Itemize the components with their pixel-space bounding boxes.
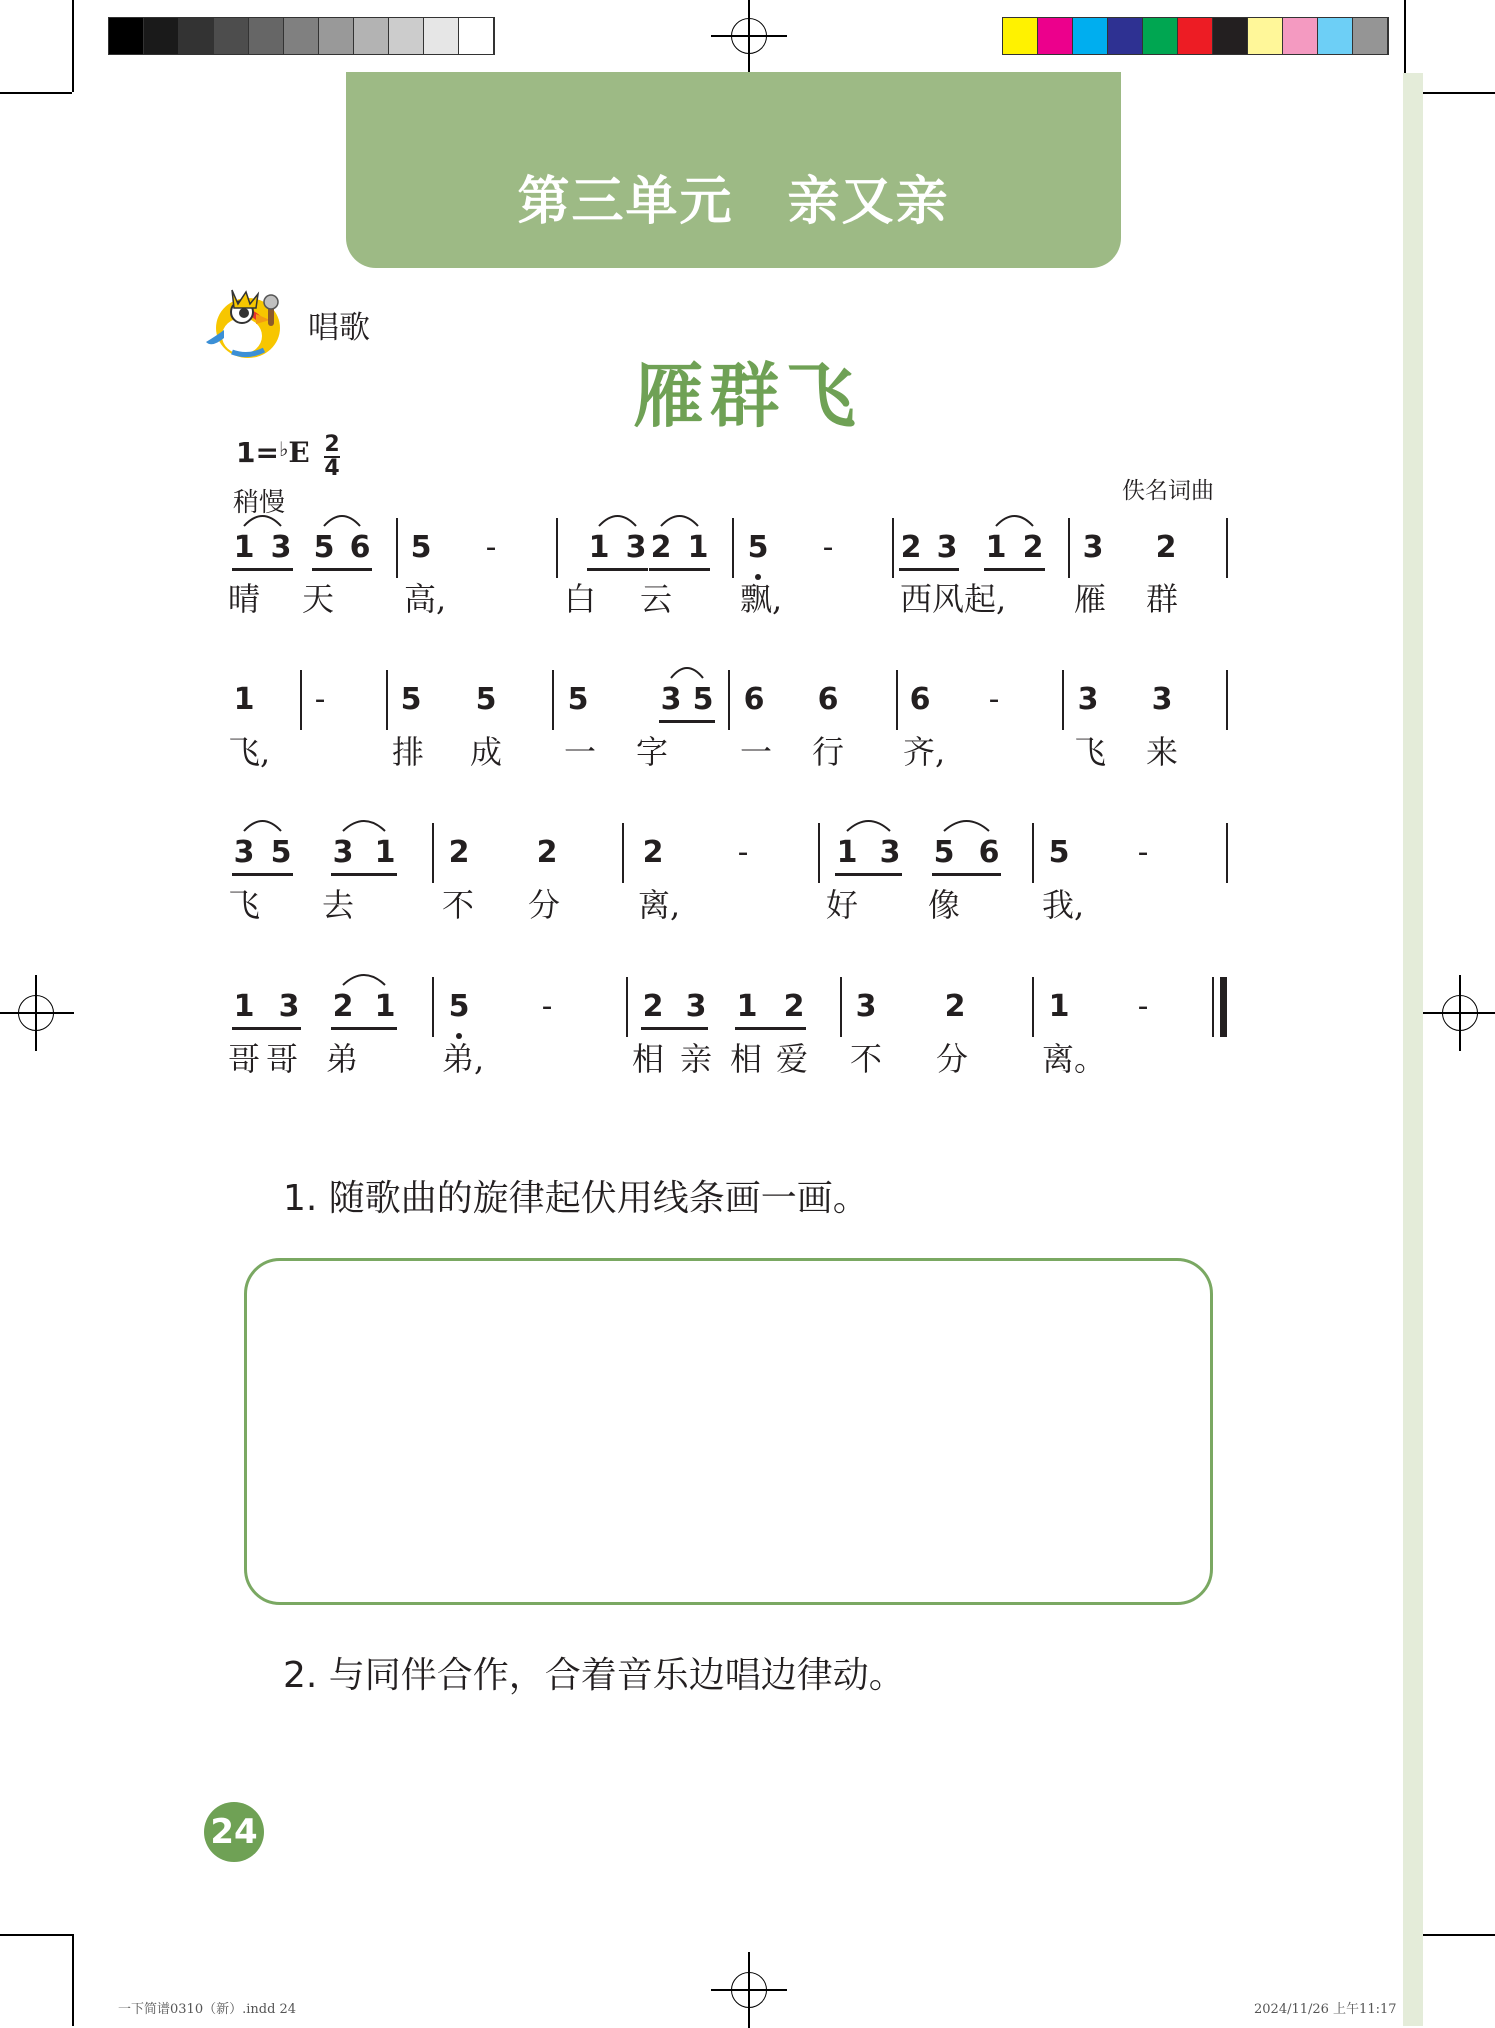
note: 3: [1077, 682, 1099, 717]
note: 2: [783, 989, 805, 1024]
lyric: 排: [392, 733, 425, 771]
key-prefix: 1=: [236, 436, 279, 469]
note: 5: [448, 989, 470, 1024]
section-label: 唱歌: [308, 310, 370, 346]
lyric: 一: [740, 733, 773, 771]
swatch: [1318, 18, 1353, 54]
note: 5: [410, 530, 432, 565]
barline: [896, 670, 898, 730]
registration-mark: [711, 1952, 787, 2028]
slug-right: 2024/11/26 上午11:17: [1254, 2002, 1397, 2017]
swatch: [389, 18, 424, 54]
barline: [1032, 823, 1034, 883]
note: 6: [978, 835, 1000, 870]
note-dash: -: [1137, 989, 1149, 1024]
swatch: [424, 18, 459, 54]
lyric: 高,: [404, 580, 447, 618]
swatch: [284, 18, 319, 54]
registration-mark: [711, 0, 787, 74]
lyric: 我,: [1042, 886, 1085, 924]
note: 5: [747, 530, 769, 565]
barline: [396, 518, 398, 578]
eighth-underline: [899, 568, 959, 571]
registration-mark: [0, 975, 74, 1051]
note: 3: [685, 989, 707, 1024]
note: 1: [1048, 989, 1070, 1024]
note: 3: [270, 530, 292, 565]
crop-mark: [1422, 92, 1495, 94]
eighth-underline: [984, 568, 1045, 571]
note: 3: [278, 989, 300, 1024]
time-bottom: 4: [324, 456, 340, 481]
note: 6: [817, 682, 839, 717]
lyric: 相: [730, 1040, 763, 1078]
swatch: [354, 18, 389, 54]
lyric: 一: [564, 733, 597, 771]
lyric: 飞,: [228, 733, 271, 771]
note: 1: [233, 989, 255, 1024]
lyric: 字: [636, 733, 669, 771]
eighth-underline: [232, 873, 293, 876]
note-dash: -: [541, 989, 553, 1024]
lyric: 不: [850, 1040, 883, 1078]
note: 3: [855, 989, 877, 1024]
slur: [339, 969, 389, 987]
note: 3: [660, 682, 682, 717]
barline: [626, 977, 628, 1037]
lyric: 不: [442, 886, 475, 924]
eighth-underline: [659, 720, 715, 723]
note: 1: [374, 989, 396, 1024]
time-top: 2: [324, 432, 340, 457]
note: 3: [1082, 530, 1104, 565]
lyric: 云: [640, 580, 673, 618]
drawing-box[interactable]: [244, 1258, 1213, 1605]
note: 6: [909, 682, 931, 717]
note: 1: [374, 835, 396, 870]
note: 2: [944, 989, 966, 1024]
note: 1: [836, 835, 858, 870]
barline: [432, 823, 434, 883]
eighth-underline: [641, 1027, 708, 1030]
note: 3: [936, 530, 958, 565]
page-number: 24: [204, 1802, 264, 1862]
barline: [818, 823, 820, 883]
key-flat: ♭: [278, 437, 289, 461]
swatch: [1073, 18, 1108, 54]
barline: [892, 518, 894, 578]
note: 5: [313, 530, 335, 565]
note: 3: [332, 835, 354, 870]
eighth-underline: [232, 1027, 301, 1030]
swatch: [1283, 18, 1318, 54]
lyric: 分: [936, 1040, 969, 1078]
note: 1: [687, 530, 709, 565]
lyric: 像: [928, 886, 961, 924]
note: 2: [1022, 530, 1044, 565]
key-name: E: [288, 436, 310, 469]
slur: [940, 815, 993, 833]
lyric: 相: [632, 1040, 665, 1078]
note: 2: [448, 835, 470, 870]
eighth-underline: [735, 1027, 806, 1030]
eighth-underline: [932, 873, 1001, 876]
lyric: 晴: [228, 580, 261, 618]
note: 5: [1048, 835, 1070, 870]
barline: [840, 977, 842, 1037]
note: 6: [743, 682, 765, 717]
barline: [622, 823, 624, 883]
lyric: 哥: [266, 1040, 299, 1078]
lyric: 离。: [1042, 1040, 1107, 1078]
lyric: 齐,: [903, 733, 946, 771]
swatch: [1003, 18, 1038, 54]
crop-mark: [1422, 1934, 1495, 1936]
swatch: [144, 18, 179, 54]
task-2: 2. 与同伴合作，合着音乐边唱边律动。: [283, 1655, 905, 1696]
eighth-underline: [331, 1027, 397, 1030]
lyric: 飞: [1074, 733, 1107, 771]
note: 5: [692, 682, 714, 717]
slur: [992, 510, 1037, 528]
note: 1: [736, 989, 758, 1024]
swatch: [214, 18, 249, 54]
note-dash: -: [485, 530, 497, 565]
note: 2: [332, 989, 354, 1024]
note: 2: [650, 530, 672, 565]
lyric: 去: [322, 886, 355, 924]
barline: [732, 518, 734, 578]
slur: [339, 815, 389, 833]
note: 1: [233, 682, 255, 717]
swatch: [319, 18, 354, 54]
note: 5: [475, 682, 497, 717]
swatch: [1248, 18, 1283, 54]
note: 6: [349, 530, 371, 565]
crop-mark: [0, 1934, 72, 1936]
eighth-underline: [649, 568, 710, 571]
note: 3: [1151, 682, 1173, 717]
note: 5: [400, 682, 422, 717]
lyric: 来: [1146, 733, 1179, 771]
swatch: [179, 18, 214, 54]
lyric: 飘,: [740, 580, 783, 618]
note: 1: [588, 530, 610, 565]
time-signature: [324, 434, 340, 480]
swatch: [1108, 18, 1143, 54]
note: 2: [1155, 530, 1177, 565]
note: 2: [642, 835, 664, 870]
slur: [595, 510, 640, 528]
song-credit: 佚名词曲: [1122, 478, 1214, 504]
lyric: 群: [1146, 580, 1179, 618]
note: 2: [900, 530, 922, 565]
lyric: 天: [302, 580, 335, 618]
lyric: 分: [528, 886, 561, 924]
eighth-underline: [232, 568, 293, 571]
crop-mark: [72, 1934, 74, 2026]
note: 1: [233, 530, 255, 565]
crop-mark: [0, 92, 72, 94]
lyric: 离,: [638, 886, 681, 924]
task-1: 1. 随歌曲的旋律起伏用线条画一画。: [283, 1178, 869, 1219]
swatch: [1213, 18, 1248, 54]
note: 5: [933, 835, 955, 870]
barline: [386, 670, 388, 730]
eighth-underline: [835, 873, 902, 876]
swatch: [249, 18, 284, 54]
slur: [320, 510, 364, 528]
lyric: 弟: [326, 1040, 359, 1078]
barline: [1032, 977, 1034, 1037]
lyric: 好: [826, 886, 859, 924]
lyric: 西风起,: [900, 580, 1007, 618]
note-dash: -: [988, 682, 1000, 717]
lyric: 弟,: [442, 1040, 485, 1078]
grayscale-bar: [108, 17, 495, 55]
crop-mark: [72, 0, 74, 92]
barline: [1226, 518, 1228, 578]
slur: [657, 510, 702, 528]
color-bar: [1002, 17, 1389, 55]
note: 3: [879, 835, 901, 870]
registration-mark: [1422, 975, 1495, 1051]
swatch: [1038, 18, 1073, 54]
tempo-marking: 稍慢: [233, 488, 286, 518]
lyric: 白: [564, 580, 597, 618]
note: 2: [536, 835, 558, 870]
barline: [552, 670, 554, 730]
eighth-underline: [587, 568, 648, 571]
note: 3: [625, 530, 647, 565]
barline: [556, 518, 558, 578]
eighth-underline: [331, 873, 397, 876]
lyric: 行: [812, 733, 845, 771]
slur: [240, 815, 285, 833]
final-barline: [1220, 977, 1227, 1037]
note: 5: [567, 682, 589, 717]
note: 2: [642, 989, 664, 1024]
barline: [1212, 977, 1214, 1037]
note-dash: -: [1137, 835, 1149, 870]
note-dash: -: [822, 530, 834, 565]
barline: [1226, 670, 1228, 730]
barline: [1062, 670, 1064, 730]
song-title: 雁群飞: [633, 354, 862, 437]
lyric: 爱: [776, 1040, 809, 1078]
barline: [300, 670, 302, 730]
note-dash: -: [737, 835, 749, 870]
swatch: [1178, 18, 1213, 54]
note: 1: [985, 530, 1007, 565]
unit-banner: [346, 72, 1121, 268]
eighth-underline: [312, 568, 372, 571]
note: 5: [270, 835, 292, 870]
lyric: 亲: [680, 1040, 713, 1078]
barline: [432, 977, 434, 1037]
barline: [728, 670, 730, 730]
lyric: 哥: [228, 1040, 261, 1078]
barline: [1226, 823, 1228, 883]
swatch: [1143, 18, 1178, 54]
note-dash: -: [314, 682, 326, 717]
slur: [843, 815, 894, 833]
slug-left: 一下简谱0310（新）.indd 24: [118, 2002, 297, 2017]
swatch: [109, 18, 144, 54]
lyric: 成: [470, 733, 503, 771]
swatch: [1353, 18, 1388, 54]
slur: [240, 510, 285, 528]
slur: [667, 662, 707, 680]
unit-title: 第三单元 亲又亲: [517, 171, 950, 232]
swatch: [459, 18, 494, 54]
lyric: 雁: [1074, 580, 1107, 618]
note: 3: [233, 835, 255, 870]
barline: [1068, 518, 1070, 578]
lyric: 飞: [228, 886, 261, 924]
key-signature: [236, 436, 310, 469]
